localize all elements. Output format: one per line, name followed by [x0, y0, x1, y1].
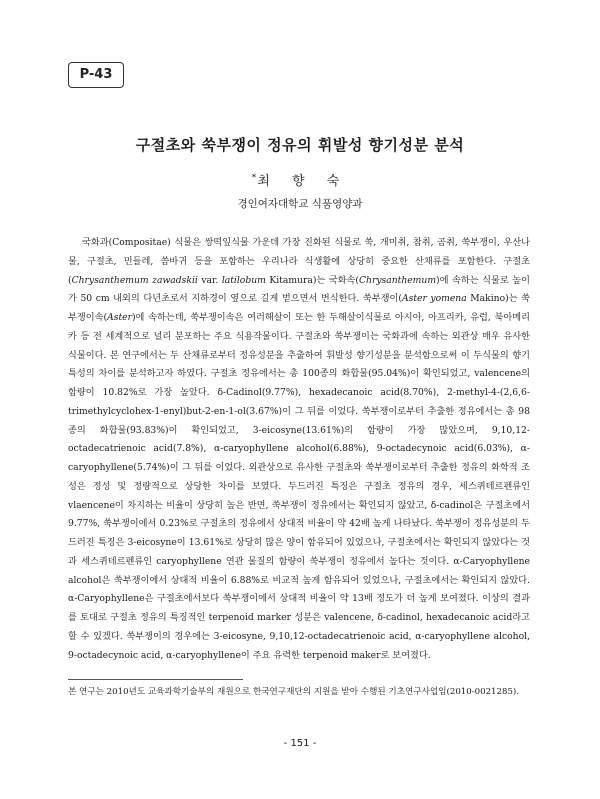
- paper-title: 구절초와 쑥부쟁이 정유의 휘발성 향기성분 분석: [135, 136, 465, 154]
- funding-footnote: 본 연구는 2010년도 교육과학기술부의 재원으로 한국연구재단의 지원을 받아 수행된 기초연구사업임(2010-0021285).: [68, 687, 520, 697]
- author-name: 최 향 숙: [257, 174, 349, 189]
- poster-code-badge: P-43: [68, 62, 124, 88]
- author-affiliation: 경인여자대학교 식품영양과: [237, 198, 363, 210]
- page-number: - 151 -: [283, 738, 317, 749]
- author-symbol: *: [251, 172, 257, 183]
- footnote-divider: [68, 679, 243, 680]
- author-line: [0, 170, 600, 189]
- abstract-body: 국화과(Compositae) 식물은 쌍떡잎식물 가운데 가장 진화된 식물로 쑥, 개미취, 참취, 곰취, 쑥부쟁이, 우산나물, 구절초, 민들레, 씀바귀 등을 포함하는 우리나라 식생활에 상당히 중요한 산채류를 포함한다. 구절초(Chrysanthemum zawadskii var. latilobum Kitamura)는 국화속(Chrysanthemum)에 속하는 식물로 높이가 50 cm 내외의 다년초로서 지하경이 옆으로 길게 벋으면서 번식한다. 쑥부쟁이(Aster yomena Makino)는 쑥부쟁이속(Aster)에 속하는데, 쑥부쟁이속은 여러해살이 또는 한 두해살이식물로 아시아, 아프리카, 유럽, 북아메리카 등 전 세계적으로 널리 분포하는 주요 식용작물이다. 구절초와 쑥부쟁이는 국화과에 속하는 외관상 매우 유사한 식물이다. 본 연구에서는 두 산채류로부터 정유성분을 추출하여 휘발성 향기성분을 분석함으로써 이 두식물의 향기 특성의 차이를 분석하고자 하였다. 구절초 정유에서는 총 100종의 화합물(95.04%)이 확인되었고, valencene의 함량이 10.82%로 가장 높았다. δ-Cadinol(9.77%), hexadecanoic acid(8.70%), 2-methyl-4-(2,6,6-trimethylcyclohex-1-enyl)but-2-en-1-ol(3.67%)이 그 뒤를 이었다. 쑥부쟁이로부터 추출한 정유에서는 총 98종의 화합물(93.83%)이 확인되었고, 3-eicosyne(13.61%)의 함량이 가장 많았으며, 9,10,12-octadecatrienoic acid(7.8%), α-caryophyllene alcohol(6.88%), 9-octadecynoic acid(6.03%), α-caryophyllene(5.74%)이 그 뒤를 이었다. 외관상으로 유사한 구절초와 쑥부쟁이로부터 추출한 정유의 화학적 조성은 정성 및 정량적으로 상당한 차이를 보였다. 두드러진 특징은 구절초 정유의 경우, 세스퀴테르펜류인 vlaencene이 차지하는 비율이 상당히 높은 반면, 쑥부쟁이 정유에서는 확인되지 않았고, δ-cadinol은 구절초에서 9.77%, 쑥부쟁이에서 0.23%로 구절초의 정유에서 상대적 비율이 약 42배 높게 나타났다. 쑥부쟁이 정유성분의 두드러진 특징은 3-eicosyne이 13.61%로 상당히 많은 양이 함유되어 있었으나, 구절초에서는 확인되지 않았다는 것과 세스퀴테르펜류인 caryophyllene 연관 물질의 함량이 쑥부쟁이 정유에서 높다는 것이다. α-Caryophyllene alcohol은 쑥부쟁이에서 상대적 비율이 6.88%로 비교적 높게 함유되어 있었으나, 구절초에서는 확인되지 않았다. α-Caryophyllene은 구절초에서보다 쑥부쟁이에서 상대적 비율이 약 13배 정도가 더 높게 보여졌다. 이상의 결과를 토대로 구절초 정유의 특징적인 terpenoid marker 성분은 valencene, δ-cadinol, hexadecanoic acid라고 할 수 있겠다. 쑥부쟁이의 경우에는 3-eicosyne, 9,10,12-octadecatrienoic acid, α-caryophyllene alcohol, 9-octadecynoic acid, α-caryophyllene이 주요 유력한 terpenoid maker로 보여졌다.: [68, 237, 531, 661]
